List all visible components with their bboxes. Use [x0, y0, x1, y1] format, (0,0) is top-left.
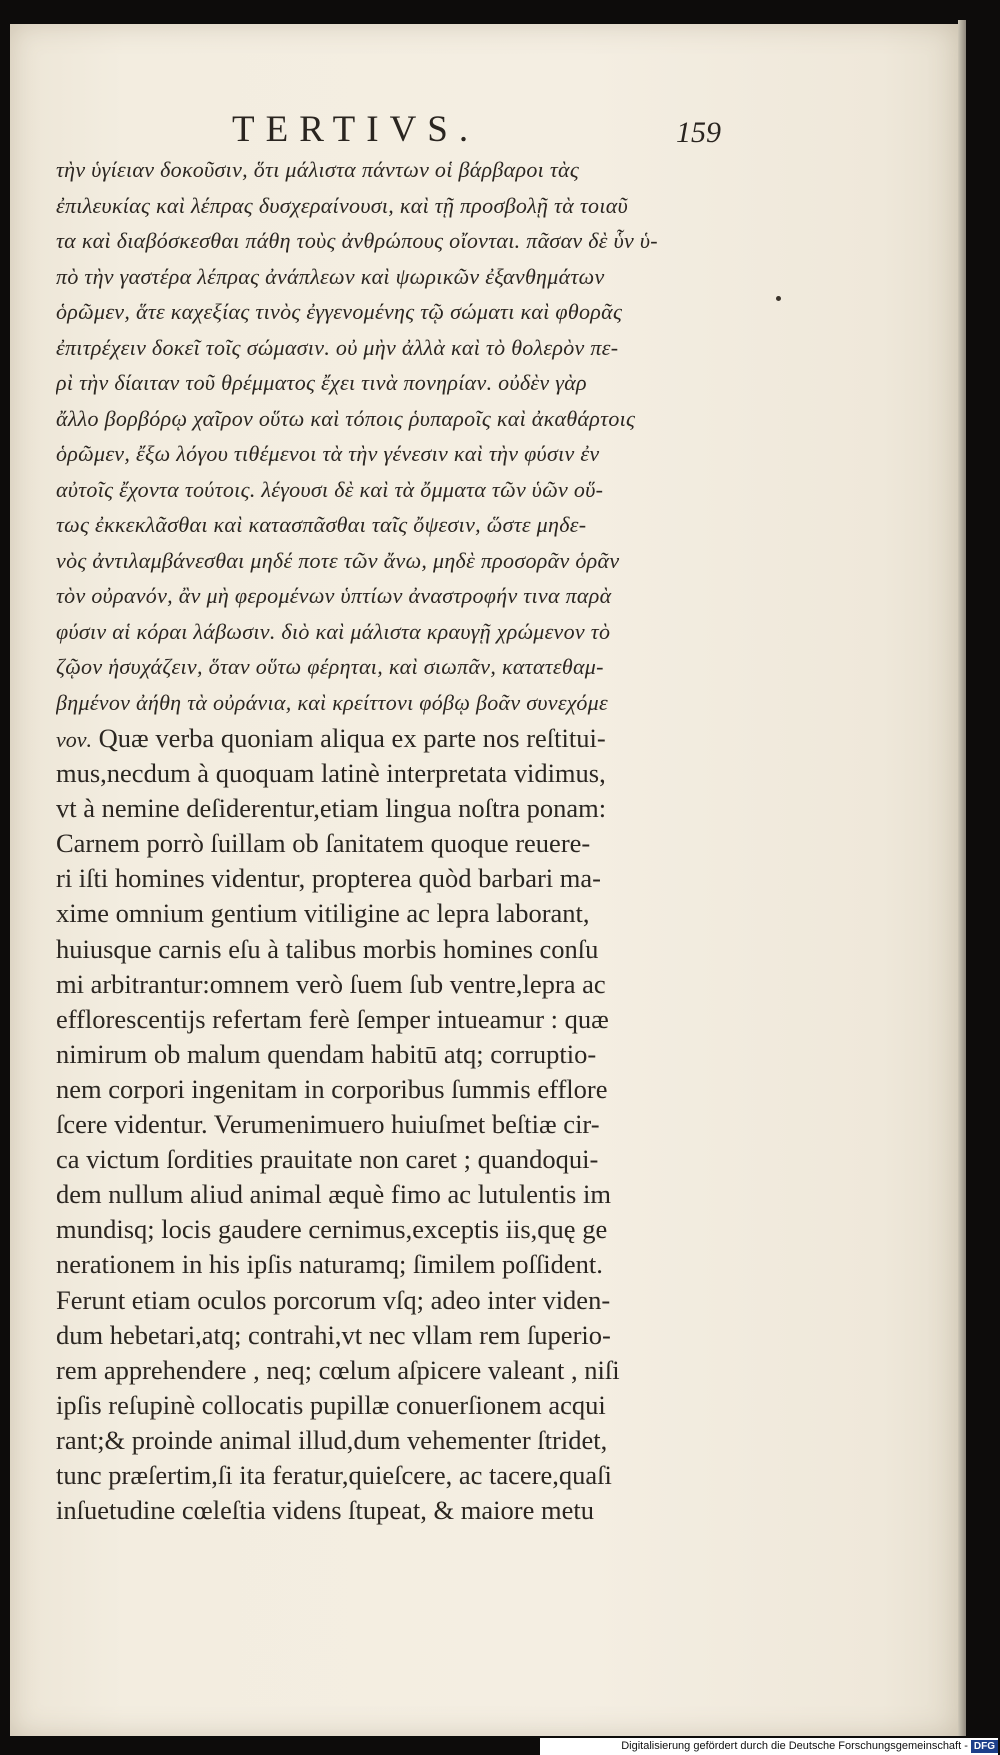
latin-line: rem apprehendere , neq; cœlum aſpicere valeant , niſi	[56, 1354, 620, 1385]
greek-line: βημένον ἀήθη τὰ οὐράνια, καὶ κρείττονι φόβῳ βοᾶν συνεχόμε	[56, 689, 608, 715]
latin-passage	[56, 756, 746, 1528]
digitization-credit	[540, 1738, 998, 1755]
page-edge	[958, 20, 966, 1736]
latin-line: mundisq; locis gaudere cernimus,exceptis iis,quę ge	[56, 1214, 608, 1245]
latin-line: mus,necdum à quoquam latinè interpretata vidimus,	[56, 758, 606, 789]
latin-line: mi arbitrantur:omnem verò ſuem ſub ventre,lepra ac	[56, 968, 606, 999]
latin-line: inſuetudine cœleſtia videns ſtupeat, & maiore metu	[56, 1495, 594, 1526]
latin-line: rant;& proinde animal illud,dum vehementer ſtridet,	[56, 1424, 608, 1455]
dfg-logo: DFG	[971, 1740, 998, 1753]
latin-line: efflorescentijs refertam ferè ſemper intueamur : quæ	[56, 1003, 609, 1034]
latin-line: vt à nemine deſiderentur,etiam lingua noſtra ponam:	[56, 793, 607, 824]
greek-line: ἐπιτρέχειν δοκεῖ τοῖς σώμασιν. οὐ μὴν ἀλλὰ καὶ τὸ θολερὸν πε-	[56, 334, 619, 360]
greek-line: νὸς ἀντιλαμβάνεσθαι μηδέ ποτε τῶν ἄνω, μηδὲ προσορᾶν ὁρᾶν	[56, 547, 620, 573]
latin-line: nimirum ob malum quendam habitū atq; corruptio-	[56, 1038, 597, 1069]
latin-line: ca victum ſordities prauitate non caret ; quandoqui-	[56, 1144, 599, 1175]
greek-line: ὁρῶμεν, ἅτε καχεξίας τινὸς ἐγγενομένης τῷ σώματι καὶ φθορᾶς	[56, 299, 623, 324]
ink-speck	[776, 296, 781, 301]
latin-line: Carnem porrò ſuillam ob ſanitatem quoque reuere-	[56, 828, 591, 859]
latin-line: huiusque carnis eſu à talibus morbis homines conſu	[56, 933, 599, 964]
credit-text: Digitalisierung gefördert durch die Deutsche Forschungsgemeinschaft -	[621, 1740, 968, 1752]
latin-line: dum hebetari,atq; contrahi,vt nec vllam rem ſuperio-	[56, 1319, 611, 1350]
running-head: TERTIVS.	[232, 109, 480, 150]
greek-line: αὐτοῖς ἔχοντα τούτοις. λέγουσι δὲ καὶ τὰ ὄμματα τῶν ὑῶν οὕ-	[56, 476, 604, 502]
latin-line: ſcere videntur. Verumenimuero huiuſmet beſtiæ cir-	[56, 1109, 600, 1140]
latin-line: nem corpori ingenitam in corporibus ſummis efflore	[56, 1073, 608, 1104]
latin-line: tunc præſertim,ſi ita feratur,quieſcere, ac tacere,quaſi	[56, 1459, 612, 1490]
latin-line: nerationem in his ipſis naturamq; ſimilem poſſident.	[56, 1249, 603, 1280]
text-block	[56, 152, 746, 1528]
latin-line: xime omnium gentium vitiligine ac lepra laborant,	[56, 898, 590, 929]
greek-line: ἐπιλευκίας καὶ λέπρας δυσχεραίνουσι, καὶ τῇ προσβολῇ τὰ τοιαῦ	[56, 192, 628, 218]
latin-line: ri iſti homines videntur, propterea quòd barbari ma-	[56, 863, 601, 894]
latin-line: dem nullum aliud animal æquè fimo ac lutulentis im	[56, 1179, 611, 1210]
greek-line: ρὶ τὴν δίαιταν τοῦ θρέμματος ἔχει τινὰ πονηρίαν. οὐδὲν γὰρ	[56, 370, 587, 395]
latin-line: ipſis reſupinè collocatis pupillæ conuerſionem acqui	[56, 1389, 606, 1420]
greek-line: ὁρῶμεν, ἔξω λόγου τιθέμενοι τὰ τὴν γένεσιν καὶ τὴν φύσιν ἐν	[56, 441, 600, 466]
latin-line: Quæ verba quoniam aliqua ex parte nos reſtitui-	[98, 723, 606, 753]
latin-first-line	[56, 721, 746, 756]
greek-line: τὴν ὑγίειαν δοκοῦσιν, ὅτι μάλιστα πάντων οἱ βάρβαροι τὰς	[56, 157, 580, 182]
page-number: 159	[676, 116, 721, 149]
greek-line: τως ἐκκεκλᾶσθαι καὶ κατασπᾶσθαι ταῖς ὄψεσιν, ὥστε μηδε-	[56, 512, 587, 537]
greek-line-end: νον.	[56, 727, 93, 752]
greek-line: πὸ τὴν γαστέρα λέπρας ἀνάπλεων καὶ ψωρικῶν ἐξανθημάτων	[56, 263, 605, 289]
greek-line: ἄλλο βορβόρῳ χαῖρον οὕτω καὶ τόποις ῥυπαροῖς καὶ ἀκαθάρτοις	[56, 405, 636, 431]
greek-line: τὸν οὐρανόν, ἂν μὴ φερομένων ὑπτίων ἀναστροφήν τινα παρὰ	[56, 583, 612, 608]
greek-line: φύσιν αἱ κόραι λάβωσιν. διὸ καὶ μάλιστα κραυγῇ χρώμενον τὸ	[56, 618, 611, 644]
greek-passage	[56, 152, 746, 720]
greek-line: ζῷον ἡσυχάζειν, ὅταν οὕτω φέρηται, καὶ σιωπᾶν, κατατεθαμ-	[56, 654, 604, 679]
greek-line: τα καὶ διαβόσκεσθαι πάθη τοὺς ἀνθρώπους οἴονται. πᾶσαν δὲ ὗν ὑ-	[56, 228, 658, 253]
latin-line: Ferunt etiam oculos porcorum vſq; adeo inter viden-	[56, 1284, 611, 1315]
